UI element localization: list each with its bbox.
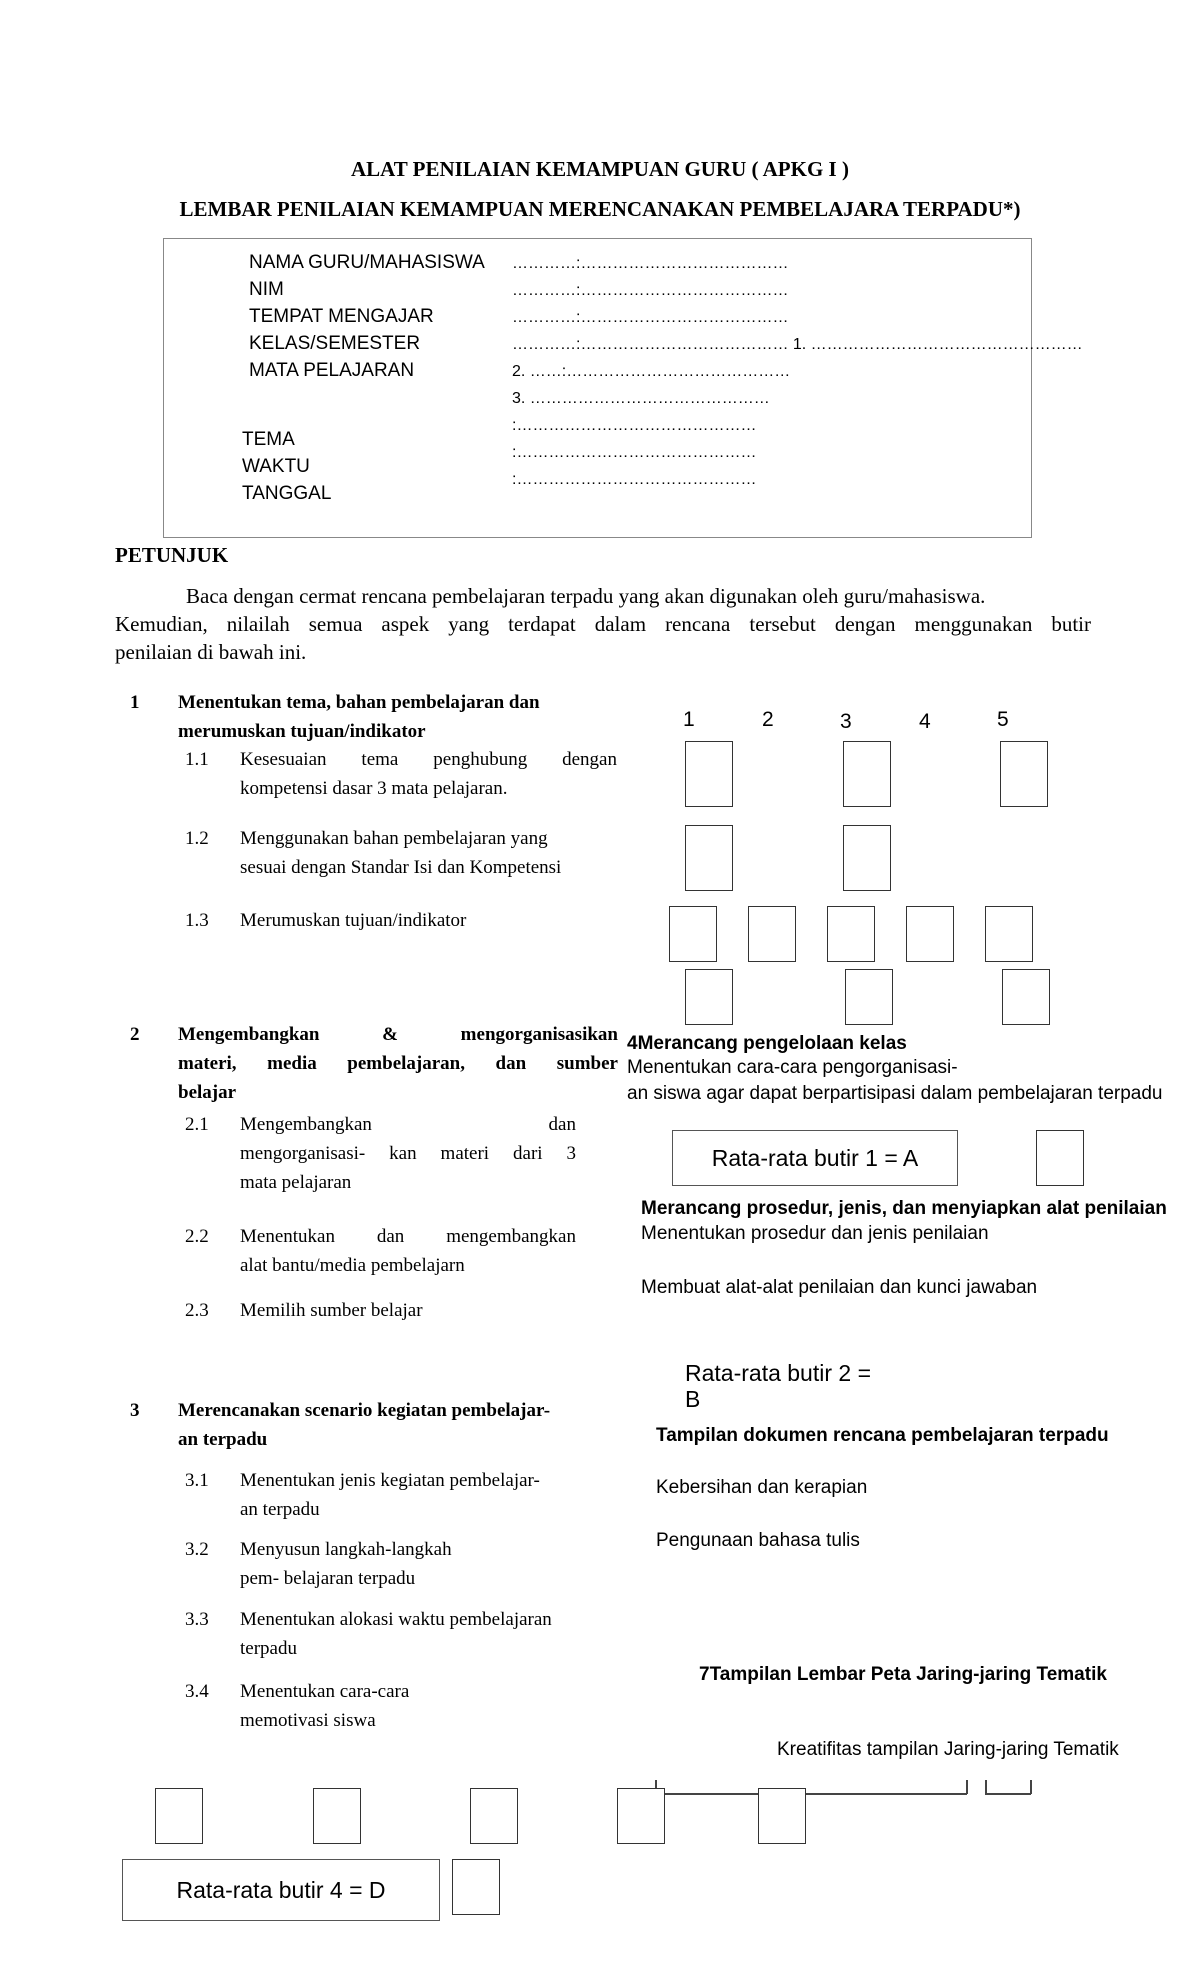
- item-3-3-line-1: Menentukan alokasi waktu pembelajaran: [240, 1609, 552, 1630]
- score-box-1-3-1[interactable]: [669, 906, 717, 962]
- field-waktu-line: :………………………………………: [512, 444, 757, 461]
- field-tema-line: :………………………………………: [512, 417, 757, 434]
- section-3-title-2: an terpadu: [178, 1429, 268, 1450]
- score-box-bottom-5[interactable]: [758, 1788, 806, 1844]
- item-3-2-line-1: Menyusun langkah-langkah: [240, 1539, 452, 1560]
- section-2-number: 2: [130, 1024, 140, 1045]
- item-2-1-line-1: Mengembangkan dan: [240, 1114, 576, 1135]
- bracket-right-base: [985, 1793, 1031, 1795]
- section-2-title-1: Mengembangkan & mengorganisasikan: [178, 1024, 618, 1045]
- section-4-line-2: an siswa agar dapat berpartisipasi dalam pembelajaran terpadu: [627, 1083, 1163, 1104]
- section-6-line-2: Pengunaan bahasa tulis: [656, 1530, 860, 1551]
- score-box-1-3-3[interactable]: [827, 906, 875, 962]
- item-1-2-line-1: Menggunakan bahan pembelajaran yang: [240, 828, 548, 849]
- label-nama: NAMA GURU/MAHASISWA: [249, 252, 485, 273]
- score-box-1-3-2[interactable]: [748, 906, 796, 962]
- section-1-title-2: merumuskan tujuan/indikator: [178, 721, 426, 742]
- bracket-right-tick-b: [1030, 1780, 1032, 1794]
- label-tempat: TEMPAT MENGAJAR: [249, 306, 434, 327]
- average-4-label: Rata-rata butir 4 = D: [176, 1876, 386, 1903]
- score-box-1-2-b[interactable]: [843, 825, 891, 891]
- section-2-title-3: belajar: [178, 1082, 237, 1103]
- document-title: ALAT PENILAIAN KEMAMPUAN GURU ( APKG I ): [351, 157, 849, 181]
- field-mapel3-line: 3. ………………………………………: [512, 390, 770, 407]
- average-4-value-box[interactable]: [452, 1859, 500, 1915]
- average-2-label-line-1: Rata-rata butir 2 =: [685, 1360, 872, 1386]
- item-3-4-line-1: Menentukan cara-cara: [240, 1681, 410, 1702]
- score-box-1-1-b[interactable]: [843, 741, 891, 807]
- document-subtitle: LEMBAR PENILAIAN KEMAMPUAN MERENCANAKAN PEMBELAJARA TERPADU*): [179, 197, 1021, 221]
- average-1-value-box[interactable]: [1036, 1130, 1084, 1186]
- section-6-line-1: Kebersihan dan kerapian: [656, 1477, 868, 1498]
- label-mapel: MATA PELAJARAN: [249, 360, 415, 381]
- item-3-3-number: 3.3: [185, 1609, 209, 1630]
- petunjuk-line-1: Baca dengan cermat rencana pembelajaran terpadu yang akan digunakan oleh guru/mahasiswa.: [186, 584, 986, 608]
- section-5-line-2: Membuat alat-alat penilaian dan kunci jawaban: [641, 1277, 1038, 1298]
- item-2-3-number: 2.3: [185, 1300, 209, 1321]
- score-box-2-a[interactable]: [685, 969, 733, 1025]
- item-1-1-number: 1.1: [185, 749, 209, 770]
- item-1-3-number: 1.3: [185, 910, 209, 931]
- label-nim: NIM: [249, 279, 284, 300]
- section-7-title: 7Tampilan Lembar Peta Jaring-jaring Tematik: [699, 1664, 1107, 1685]
- field-kelas-line: …………:………………………………… 1. ……………………………………………: [512, 336, 1083, 353]
- scale-5: 5: [997, 708, 1009, 731]
- item-2-2-number: 2.2: [185, 1226, 209, 1247]
- score-box-1-1-a[interactable]: [685, 741, 733, 807]
- score-box-bottom-3[interactable]: [470, 1788, 518, 1844]
- section-3-number: 3: [130, 1400, 140, 1421]
- score-box-bottom-2[interactable]: [313, 1788, 361, 1844]
- score-box-1-3-5[interactable]: [985, 906, 1033, 962]
- scale-3: 3: [840, 710, 852, 733]
- item-3-1-number: 3.1: [185, 1470, 209, 1491]
- field-tanggal-line: :………………………………………: [512, 471, 757, 488]
- petunjuk-line-3: penilaian di bawah ini.: [115, 640, 307, 664]
- score-box-bottom-4[interactable]: [617, 1788, 665, 1844]
- score-box-2-b[interactable]: [845, 969, 893, 1025]
- section-7-line-1: Kreatifitas tampilan Jaring-jaring Tematik: [777, 1739, 1119, 1760]
- score-box-bottom-1[interactable]: [155, 1788, 203, 1844]
- item-3-4-number: 3.4: [185, 1681, 209, 1702]
- item-1-2-number: 1.2: [185, 828, 209, 849]
- item-3-1-line-1: Menentukan jenis kegiatan pembelajar-: [240, 1470, 540, 1491]
- item-1-1-line-1: Kesesuaian tema penghubung dengan: [240, 749, 617, 770]
- item-1-3-line-1: Merumuskan tujuan/indikator: [240, 910, 467, 931]
- score-box-2-c[interactable]: [1002, 969, 1050, 1025]
- average-box-1: [672, 1130, 958, 1186]
- score-box-1-1-c[interactable]: [1000, 741, 1048, 807]
- bracket-left-base: [655, 1793, 967, 1795]
- item-3-2-line-2: pem- belajaran terpadu: [240, 1568, 416, 1589]
- petunjuk-line-2: Kemudian, nilailah semua aspek yang terdapat dalam rencana tersebut dengan menggunakan butir: [115, 612, 1091, 636]
- item-2-1-line-2: mengorganisasi- kan materi dari 3: [240, 1143, 576, 1164]
- field-nama-line: …………:…………………………………: [512, 255, 789, 272]
- average-box-4: [122, 1859, 440, 1921]
- label-tema: TEMA: [242, 429, 295, 450]
- item-1-2-line-2: sesuai dengan Standar Isi dan Kompetensi: [240, 857, 562, 878]
- section-4-line-1: Menentukan cara-cara pengorganisasi-: [627, 1057, 958, 1078]
- petunjuk-heading: PETUNJUK: [115, 543, 229, 567]
- field-tempat-line: …………:…………………………………: [512, 309, 789, 326]
- section-4-title: 4Merancang pengelolaan kelas: [627, 1033, 907, 1054]
- average-2-label-line-2: B: [685, 1386, 701, 1412]
- section-2-title-2: materi, media pembelajaran, dan sumber: [178, 1053, 618, 1074]
- label-tanggal: TANGGAL: [242, 483, 332, 504]
- bracket-left-right-tick: [966, 1780, 968, 1794]
- section-1-number: 1: [130, 692, 140, 713]
- score-box-1-3-4[interactable]: [906, 906, 954, 962]
- section-1-title-1: Menentukan tema, bahan pembelajaran dan: [178, 692, 540, 713]
- label-waktu: WAKTU: [242, 456, 310, 477]
- item-2-1-line-3: mata pelajaran: [240, 1172, 352, 1193]
- scale-1: 1: [683, 708, 695, 731]
- scale-4: 4: [919, 710, 931, 733]
- section-5-line-1: Menentukan prosedur dan jenis penilaian: [641, 1223, 989, 1244]
- bracket-right-tick-a: [985, 1780, 987, 1794]
- scale-2: 2: [762, 708, 774, 731]
- item-2-2-line-2: alat bantu/media pembelajarn: [240, 1255, 465, 1276]
- item-2-3-line-1: Memilih sumber belajar: [240, 1300, 423, 1321]
- label-kelas: KELAS/SEMESTER: [249, 333, 421, 354]
- item-3-2-number: 3.2: [185, 1539, 209, 1560]
- section-3-title-1: Merencanakan scenario kegiatan pembelajar-: [178, 1400, 551, 1421]
- average-1-label: Rata-rata butir 1 = A: [711, 1144, 919, 1171]
- item-3-1-line-2: an terpadu: [240, 1499, 320, 1520]
- score-box-1-2-a[interactable]: [685, 825, 733, 891]
- item-1-1-line-2: kompetensi dasar 3 mata pelajaran.: [240, 778, 508, 799]
- item-2-1-number: 2.1: [185, 1114, 209, 1135]
- item-2-2-line-1: Menentukan dan mengembangkan: [240, 1226, 576, 1247]
- item-3-4-line-2: memotivasi siswa: [240, 1710, 376, 1731]
- section-6-title: Tampilan dokumen rencana pembelajaran terpadu: [656, 1425, 1109, 1446]
- item-3-3-line-2: terpadu: [240, 1638, 297, 1659]
- field-mapel-line: 2. ……:……………………………………: [512, 363, 791, 380]
- field-nim-line: …………:…………………………………: [512, 282, 789, 299]
- section-5-title: Merancang prosedur, jenis, dan menyiapkan alat penilaian: [641, 1198, 1167, 1219]
